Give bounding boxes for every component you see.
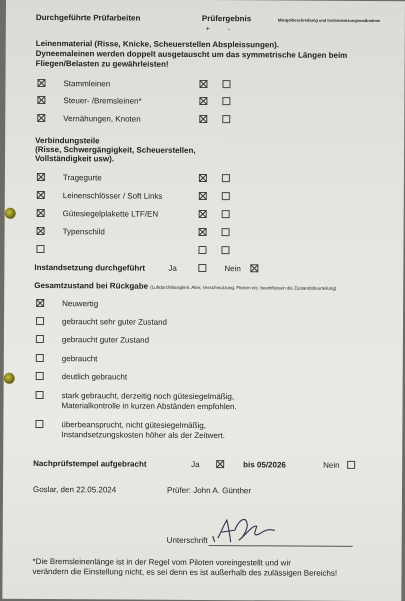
plus-label: +	[205, 26, 210, 34]
condition-sehr-gut-label: gebraucht sehr guter Zustand	[62, 317, 168, 327]
stamp-nein-checkbox[interactable]	[347, 461, 355, 469]
vernaehungen-checkbox[interactable]	[37, 114, 45, 122]
condition-heading-text: Gesamtzustand bei Rückgabe	[34, 280, 149, 291]
typenschild-checkbox[interactable]	[37, 227, 45, 235]
binder-hole-lower	[4, 373, 15, 384]
condition-gut-checkbox[interactable]	[36, 335, 44, 343]
condition-neuwertig-label: Neuwertig	[62, 299, 99, 309]
condition-ueberbeansprucht-label: überbeansprucht, nicht gütesiegelmäßig,	[61, 420, 206, 431]
connectors-heading-2: (Risse, Schwergängigkeit, Scheuerstellen,	[35, 144, 196, 155]
condition-stark-checkbox[interactable]	[36, 391, 44, 399]
condition-heading	[34, 281, 336, 292]
condition-deutlich-label: deutlich gebraucht	[61, 372, 128, 382]
typenschild-plus-checkbox[interactable]	[199, 228, 207, 236]
repair-nein-label: Nein	[224, 264, 241, 274]
stamp-until: bis 05/2026	[243, 460, 286, 470]
stamp-nein-label: Nein	[323, 460, 340, 470]
leinenschloesser-checkbox[interactable]	[37, 191, 45, 199]
blank-item-plus-checkbox[interactable]	[198, 246, 206, 254]
column-header-work: Durchgeführte Prüfarbeiten	[35, 12, 141, 23]
condition-stark-label: stark gebraucht, derzeitig noch gütesiegelmäßig,	[61, 391, 235, 402]
guetesiegel-minus-checkbox[interactable]	[222, 210, 230, 218]
leinenschloesser-minus-checkbox[interactable]	[222, 192, 230, 200]
blank-item-checkbox[interactable]	[36, 245, 44, 253]
vernaehungen-plus-checkbox[interactable]	[199, 115, 207, 123]
steuerleinen-plus-checkbox[interactable]	[199, 97, 207, 105]
guetesiegel-label: Gütesiegelplakette LTF/EN	[62, 209, 159, 219]
column-header-result: Prüfergebnis	[201, 13, 252, 24]
condition-note: (Luftdurchlässigkeit, Alter, Verschmutzung, Flicken etc. beeinflussen die Zustandsbeurteilung)	[150, 284, 337, 291]
leinenschloesser-plus-checkbox[interactable]	[199, 192, 207, 200]
condition-sehr-gut-checkbox[interactable]	[36, 317, 44, 325]
repair-label: Instandsetzung durchgeführt	[34, 262, 146, 273]
lines-heading-3: Fliegen/Belasten zu gewährleisten!	[35, 58, 169, 69]
repair-ja-checkbox[interactable]	[198, 264, 206, 272]
lines-heading-1: Leinenmaterial (Risse, Knicke, Scheuerstellen Abspleissungen).	[35, 38, 280, 50]
stammleinen-plus-checkbox[interactable]	[199, 80, 207, 88]
vernaehungen-minus-checkbox[interactable]	[222, 115, 230, 123]
connectors-heading-1: Verbindungsteile	[35, 135, 100, 146]
inspector-name: Prüfer: John A. Günther	[166, 485, 252, 496]
steuerleinen-minus-checkbox[interactable]	[222, 97, 230, 105]
condition-gut-label: gebraucht guter Zustand	[61, 335, 150, 345]
condition-neuwertig-checkbox[interactable]	[36, 299, 44, 307]
vernaehungen-label: Vernähungen, Knoten	[63, 114, 141, 124]
steuerleinen-label: Steuer- /Bremsleinen*	[63, 96, 142, 106]
tragegurte-minus-checkbox[interactable]	[222, 174, 230, 182]
typenschild-minus-checkbox[interactable]	[222, 228, 230, 236]
condition-gebraucht-checkbox[interactable]	[36, 354, 44, 362]
condition-ueberbeansprucht-checkbox[interactable]	[35, 420, 43, 428]
condition-gebraucht-label: gebraucht	[61, 354, 98, 364]
column-header-defects: Mängelbeschreibung und Instandsetzungsmaßnahme	[277, 17, 381, 24]
stamp-ja-checkbox[interactable]	[216, 460, 224, 468]
stamp-ja-label: Ja	[191, 459, 200, 469]
place-date: Goslar, den 22.05.2024	[32, 484, 117, 495]
lines-heading-2: Dyneemaleinen werden doppelt ausgetauscht um das symmetrische Längen beim	[35, 48, 348, 60]
condition-stark-label-2: Materialkontrolle in kurzen Abständen empfohlen.	[61, 401, 237, 412]
stammleinen-checkbox[interactable]	[37, 79, 45, 87]
stammleinen-label: Stammleinen	[63, 79, 111, 89]
condition-deutlich-checkbox[interactable]	[36, 372, 44, 380]
minus-label: -	[227, 26, 231, 34]
tragegurte-label: Tragegurte	[62, 173, 102, 183]
signature-label: Unterschrift	[166, 535, 208, 546]
condition-ueberbeansprucht-label-2: Instandsetzungskosten höher als der Zeitwert.	[61, 430, 226, 441]
tragegurte-plus-checkbox[interactable]	[199, 174, 207, 182]
signature-scribble	[209, 510, 279, 546]
steuerleinen-checkbox[interactable]	[37, 96, 45, 104]
stammleinen-minus-checkbox[interactable]	[222, 80, 230, 88]
typenschild-label: Typenschild	[62, 227, 105, 237]
blank-item-minus-checkbox[interactable]	[221, 246, 229, 254]
guetesiegel-checkbox[interactable]	[37, 209, 45, 217]
footnote-line-1: *Die Bremsleinenlänge ist in der Regel vom Piloten voreingestellt und wir	[32, 556, 291, 568]
repair-nein-checkbox[interactable]	[250, 264, 258, 272]
connectors-heading-3: Vollständigkeit usw).	[35, 153, 115, 164]
guetesiegel-plus-checkbox[interactable]	[199, 210, 207, 218]
stamp-label: Nachprüfstempel aufgebracht	[33, 458, 147, 469]
footnote-line-2: verändern die Einstellung nicht, es sei denn es ist außerhalb des zulässigen Bereichs!	[32, 566, 338, 578]
repair-ja-label: Ja	[168, 263, 177, 273]
inspection-form	[2, 0, 405, 601]
leinenschloesser-label: Leinenschlösser / Soft Links	[62, 191, 163, 201]
binder-hole-upper	[5, 208, 16, 219]
tragegurte-checkbox[interactable]	[37, 173, 45, 181]
